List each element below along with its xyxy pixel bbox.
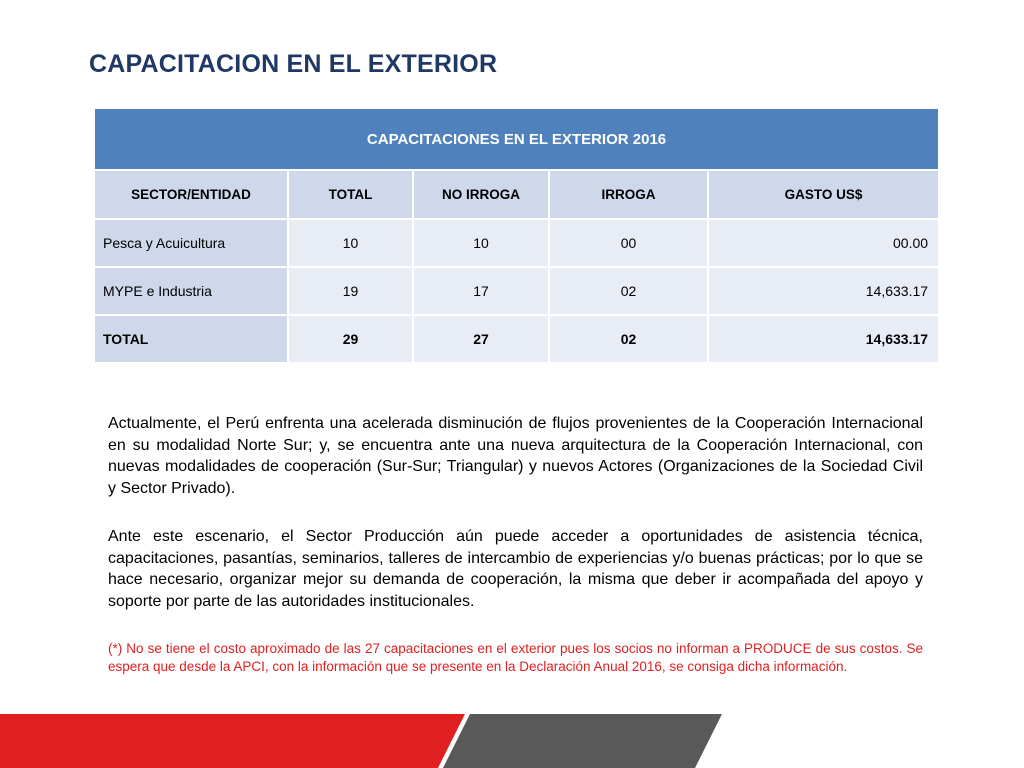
cell-irroga: 00 bbox=[549, 219, 708, 267]
column-header-gasto: GASTO US$ bbox=[708, 170, 939, 219]
cell-gasto: 14,633.17 bbox=[708, 315, 939, 363]
table-caption: CAPACITACIONES EN EL EXTERIOR 2016 bbox=[94, 108, 939, 170]
column-header-total: TOTAL bbox=[288, 170, 413, 219]
table-row-total bbox=[94, 315, 939, 363]
cell-total: 19 bbox=[288, 267, 413, 315]
footnote: (*) No se tiene el costo aproximado de las 27 capacitaciones en el exterior pues los socios no informan a PRODUCE de sus costos. Se espera que desde la APCI, con la información que se presente en la Declaración Anual 2016, se consiga dicha información. bbox=[108, 641, 923, 674]
cell-total: 29 bbox=[288, 315, 413, 363]
cell-sector: Pesca y Acuicultura bbox=[94, 219, 288, 267]
paragraph-scenario: Ante este escenario, el Sector Producción aún puede acceder a oportunidades de asistencia técnica, capacitaciones, pasantías, seminarios, talleres de intercambio de experiencias y/o buenas prácticas; por lo que se hace necesario, organizar mejor su demanda de cooperación, la misma que deber ir acompañada del apoyo y soporte por parte de las autoridades institucionales. bbox=[108, 528, 923, 610]
column-header-no-irroga: NO IRROGA bbox=[413, 170, 549, 219]
column-header-irroga: IRROGA bbox=[549, 170, 708, 219]
cell-no-irroga: 17 bbox=[413, 267, 549, 315]
cell-sector: TOTAL bbox=[94, 315, 288, 363]
cell-irroga: 02 bbox=[549, 315, 708, 363]
cell-irroga: 02 bbox=[549, 267, 708, 315]
paragraph-context: Actualmente, el Perú enfrenta una acelerada disminución de flujos provenientes de la Cooperación Internacional en su modalidad Norte Sur; y, se encuentra ante una nueva arquitectura de la Cooperación Internacional, con nuevas modalidades de cooperación (Sur-Sur; Triangular) y nuevos Actores (Organizaciones de la Sociedad Civil y Sector Privado). bbox=[108, 415, 923, 497]
cell-no-irroga: 27 bbox=[413, 315, 549, 363]
cell-total: 10 bbox=[288, 219, 413, 267]
cell-sector: MYPE e Industria bbox=[94, 267, 288, 315]
footer-gray-stripe bbox=[443, 714, 722, 768]
cell-gasto: 00.00 bbox=[708, 219, 939, 267]
table-row bbox=[94, 267, 939, 315]
footer-red-stripe bbox=[0, 714, 465, 768]
column-header-sector: SECTOR/ENTIDAD bbox=[94, 170, 288, 219]
cell-gasto: 14,633.17 bbox=[708, 267, 939, 315]
slide-title: CAPACITACION EN EL EXTERIOR bbox=[89, 50, 498, 78]
footer-decoration bbox=[0, 714, 1024, 768]
training-table bbox=[93, 107, 940, 364]
cell-no-irroga: 10 bbox=[413, 219, 549, 267]
table-row bbox=[94, 219, 939, 267]
